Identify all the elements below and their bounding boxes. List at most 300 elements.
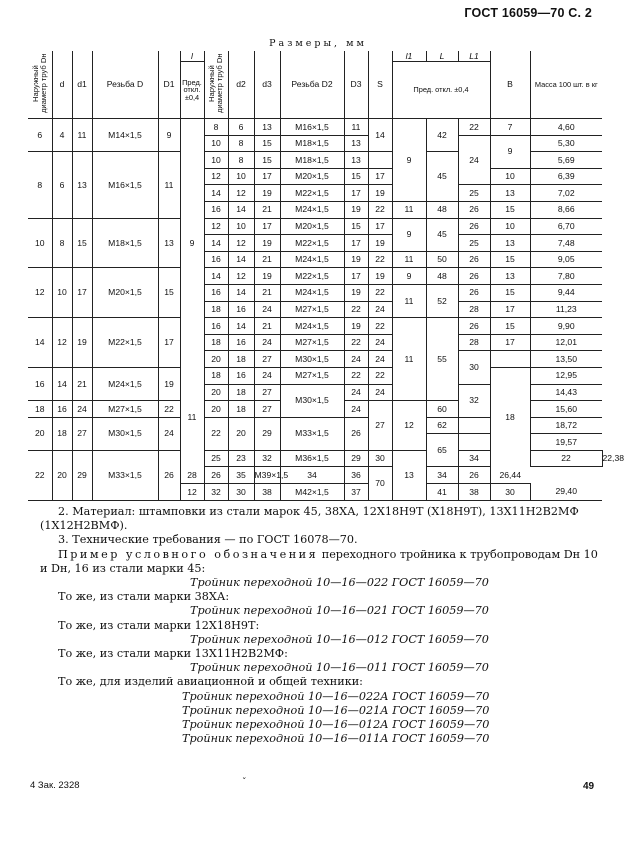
note-same-13: То же, из стали марки 13Х11Н2В2МФ: bbox=[58, 647, 288, 661]
cell-d1: 17 bbox=[72, 268, 92, 318]
cell-d3: 15 bbox=[254, 152, 280, 169]
cell-B: 15 bbox=[490, 318, 530, 335]
cell-L1: 26 bbox=[458, 201, 490, 218]
cell-d1: 27 bbox=[72, 417, 92, 450]
cell-S: 19 bbox=[368, 185, 392, 202]
cell-L1: 26 bbox=[458, 284, 490, 301]
cell-D3: 37 bbox=[344, 484, 368, 501]
cell-L1: 34 bbox=[458, 450, 490, 467]
cell-thread2: M27×1,5 bbox=[280, 334, 344, 351]
col-B: B bbox=[490, 51, 530, 119]
cell-thread: M16×1,5 bbox=[92, 152, 158, 218]
cell-d2: 16 bbox=[228, 367, 254, 384]
cell-d3: 35 bbox=[228, 467, 254, 484]
cell-d3: 19 bbox=[254, 268, 280, 285]
cell-d2: 18 bbox=[228, 401, 254, 418]
cell-dn: 20 bbox=[28, 417, 52, 450]
col-D3: D3 bbox=[344, 51, 368, 119]
cell-d1: 29 bbox=[72, 450, 92, 500]
col-L: L bbox=[426, 51, 458, 62]
note-tech-requirements: 3. Технические требования — по ГОСТ 16078—70. bbox=[58, 533, 358, 547]
cell-d2: 12 bbox=[228, 235, 254, 252]
table-row bbox=[28, 318, 602, 335]
cell-S: 27 bbox=[368, 401, 392, 451]
col-mass: Масса 100 шт. в кг bbox=[530, 51, 602, 119]
cell-d2: 12 bbox=[228, 185, 254, 202]
cell-d: 4 bbox=[52, 119, 72, 152]
cell-thread2: M24×1,5 bbox=[280, 284, 344, 301]
cell-thread2: M27×1,5 bbox=[280, 367, 344, 384]
cell-L: 45 bbox=[426, 218, 458, 251]
cell-L1: 26 bbox=[458, 318, 490, 335]
cell-d3: 27 bbox=[254, 351, 280, 368]
cell-d2: 16 bbox=[228, 334, 254, 351]
table-row: 22 20 29 M33×1,5 26 25 23 32 M36×1,5 29 30 13 34 22 22,38 bbox=[28, 450, 602, 467]
cell-thread2: M22×1,5 bbox=[280, 185, 344, 202]
cell-dn: 18 bbox=[28, 401, 52, 418]
cell-thread2: M20×1,5 bbox=[280, 168, 344, 185]
cell-mass: 14,43 bbox=[530, 384, 602, 401]
cell-thread2: M20×1,5 bbox=[280, 218, 344, 235]
cell-D1: 11 bbox=[158, 152, 180, 218]
example-label: Пример условного обозначения bbox=[58, 547, 319, 561]
cell-d2: 14 bbox=[228, 201, 254, 218]
cell-B: 9 bbox=[490, 135, 530, 168]
cell-L1: 25 bbox=[458, 235, 490, 252]
cell-dn: 12 bbox=[28, 268, 52, 318]
cell-mass: 29,40 bbox=[530, 484, 602, 501]
cell-d2: 26 bbox=[204, 467, 228, 484]
cell-l1: 9 bbox=[392, 218, 426, 251]
cell-dn2: 28 bbox=[180, 467, 204, 484]
cell-d2: 23 bbox=[228, 450, 254, 467]
cell-S: 22 bbox=[368, 318, 392, 335]
cell-mass: 5,69 bbox=[530, 152, 602, 169]
cell-S: 22 bbox=[368, 251, 392, 268]
cell-L: 45 bbox=[426, 152, 458, 202]
cell-mass: 15,60 bbox=[530, 401, 602, 418]
cell-mass: 12,95 bbox=[530, 367, 602, 384]
cell-d3: 29 bbox=[254, 417, 280, 450]
designation-example: Тройник переходной 10—16—012А ГОСТ 16059—70 bbox=[182, 718, 490, 732]
cell-D1: 13 bbox=[158, 218, 180, 268]
table-caption: Размеры, мм bbox=[269, 38, 367, 49]
cell-L: 42 bbox=[426, 119, 458, 152]
cell-B: 22 bbox=[530, 450, 602, 467]
cell-L1: 26 bbox=[458, 251, 490, 268]
cell-d: 6 bbox=[52, 152, 72, 218]
col-thread-d: Резьба D bbox=[92, 51, 158, 119]
cell-S: 24 bbox=[368, 351, 392, 368]
cell-S: 24 bbox=[368, 334, 392, 351]
cell-L: 48 bbox=[426, 201, 458, 218]
cell-d2: 10 bbox=[228, 218, 254, 235]
cell-d2: 14 bbox=[228, 251, 254, 268]
cell-mass: 5,30 bbox=[530, 135, 602, 152]
cell-dn2: 18 bbox=[204, 334, 228, 351]
cell-D3: 34 bbox=[280, 467, 344, 484]
designation-example: Тройник переходной 10—16—021А ГОСТ 16059—70 bbox=[182, 703, 490, 717]
col-L1: L1 bbox=[458, 51, 490, 62]
cell-D3: 11 bbox=[344, 119, 368, 136]
cell-B: 7 bbox=[490, 119, 530, 136]
cell-B: 15 bbox=[490, 201, 530, 218]
cell-L: 50 bbox=[426, 251, 458, 268]
cell-S: 17 bbox=[368, 218, 392, 235]
cell-dn2: 20 bbox=[204, 351, 228, 368]
cell-D1: 22 bbox=[158, 401, 180, 418]
cell-L1 bbox=[458, 417, 490, 434]
cell-l1: 11 bbox=[392, 318, 426, 401]
cell-L1: 22 bbox=[458, 119, 490, 136]
cell-D3: 19 bbox=[344, 284, 368, 301]
cell-L1: 34 bbox=[426, 467, 458, 484]
cell-thread2: M24×1,5 bbox=[280, 318, 344, 335]
cell-dn2: 18 bbox=[204, 367, 228, 384]
cell-d: 12 bbox=[52, 318, 72, 368]
note-same-avia: То же, для изделий авиационной и общей техники: bbox=[58, 675, 363, 689]
cell-L: 60 bbox=[426, 401, 458, 418]
cell-d3: 27 bbox=[254, 384, 280, 401]
cell-d2: 6 bbox=[228, 119, 254, 136]
cell-D3: 17 bbox=[344, 185, 368, 202]
cell-B: 15 bbox=[490, 251, 530, 268]
cell-thread2: M22×1,5 bbox=[280, 235, 344, 252]
cell-L1: 32 bbox=[458, 384, 490, 417]
cell-d3: 21 bbox=[254, 318, 280, 335]
cell-S: 17 bbox=[368, 168, 392, 185]
cell-l1: 11 bbox=[392, 284, 426, 317]
designation-example: Тройник переходной 10—16—022А ГОСТ 16059—70 bbox=[182, 689, 490, 703]
cell-d3: 24 bbox=[254, 334, 280, 351]
cell-mass: 13,50 bbox=[530, 351, 602, 368]
cell-mass: 9,05 bbox=[530, 251, 602, 268]
col-d: d bbox=[52, 51, 72, 119]
cell-mass: 6,39 bbox=[530, 168, 602, 185]
footer-order: 4 Зак. 2328 bbox=[30, 780, 80, 791]
cell-mass: 9,44 bbox=[530, 284, 602, 301]
cell-thread2: M36×1,5 bbox=[280, 450, 344, 467]
note-example-intro bbox=[40, 548, 600, 576]
cell-d3: 17 bbox=[254, 218, 280, 235]
cell-d1: 13 bbox=[72, 152, 92, 218]
cell-D3: 13 bbox=[344, 135, 368, 152]
cell-dn2: 18 bbox=[204, 301, 228, 318]
cell-thread2: M22×1,5 bbox=[280, 268, 344, 285]
col-D1: D1 bbox=[158, 51, 180, 119]
col-l-tolerance: Пред. откл. ±0,4 bbox=[180, 62, 204, 119]
cell-D3: 15 bbox=[344, 218, 368, 235]
cell-S: 41 bbox=[426, 484, 458, 501]
cell-l1: 11 bbox=[392, 251, 426, 268]
dimensions-table bbox=[28, 50, 625, 501]
designation-example: Тройник переходной 10—16—022 ГОСТ 16059—70 bbox=[190, 576, 489, 590]
cell-d: 8 bbox=[52, 218, 72, 268]
cell-d: 16 bbox=[52, 401, 72, 418]
cell-S: 19 bbox=[368, 268, 392, 285]
cell-d3: 27 bbox=[254, 401, 280, 418]
cell-d1: 15 bbox=[72, 218, 92, 268]
cell-dn2: 32 bbox=[204, 484, 228, 501]
cell-D1: 15 bbox=[158, 268, 180, 318]
cell-thread2: M42×1,5 bbox=[280, 484, 344, 501]
cell-d3: 24 bbox=[254, 301, 280, 318]
cell-B: 10 bbox=[490, 168, 530, 185]
notes-block bbox=[40, 505, 600, 746]
col-outer-diameter: Наружный диаметр труб Dн bbox=[30, 53, 48, 114]
cell-mass: 7,02 bbox=[530, 185, 602, 202]
cell-thread2: M16×1,5 bbox=[280, 119, 344, 136]
cell-D3: 22 bbox=[344, 334, 368, 351]
cell-D1: 17 bbox=[158, 318, 180, 368]
cell-dn2: 16 bbox=[204, 318, 228, 335]
cell-l: 9 bbox=[180, 119, 204, 368]
cell-mass: 6,70 bbox=[530, 218, 602, 235]
note-material: 2. Материал: штамповки из стали марок 45, 38ХА, 12Х18Н9Т (Х18Н9Т), 13Х11Н2В2МФ (1Х12Н2ВМФ). bbox=[40, 505, 579, 533]
cell-d2: 8 bbox=[228, 135, 254, 152]
cell-thread2: M39×1,5 bbox=[254, 467, 280, 484]
cell-dn: 22 bbox=[28, 450, 52, 500]
designation-example: Тройник переходной 10—16—012 ГОСТ 16059—70 bbox=[190, 632, 489, 646]
cell-d1: 11 bbox=[72, 119, 92, 152]
cell-dn2: 8 bbox=[204, 119, 228, 136]
cell-D3: 19 bbox=[344, 201, 368, 218]
cell-S: 24 bbox=[368, 301, 392, 318]
cell-dn: 6 bbox=[28, 119, 52, 152]
cell-D3: 17 bbox=[344, 235, 368, 252]
cell-d3: 17 bbox=[254, 168, 280, 185]
cell-d: 18 bbox=[52, 417, 72, 450]
cell-dn2: 20 bbox=[204, 384, 228, 401]
page-header: ГОСТ 16059—70 С. 2 bbox=[464, 6, 592, 20]
cell-D1: 26 bbox=[158, 450, 180, 500]
col-l1: l1 bbox=[392, 51, 426, 62]
cell-B: 18 bbox=[490, 367, 530, 467]
cell-dn2: 20 bbox=[204, 401, 228, 418]
cell-d3: 21 bbox=[254, 201, 280, 218]
page-number: 49 bbox=[583, 781, 595, 792]
cell-dn: 16 bbox=[28, 367, 52, 400]
cell-L1: 26 bbox=[458, 268, 490, 285]
cell-dn2: 14 bbox=[204, 235, 228, 252]
col-l: l bbox=[180, 51, 204, 62]
cell-d1: 21 bbox=[72, 367, 92, 400]
table-row bbox=[28, 119, 602, 136]
cell-S: 14 bbox=[368, 119, 392, 152]
cell-S: 22 bbox=[368, 284, 392, 301]
cell-S: 22 bbox=[368, 201, 392, 218]
cell-dn: 8 bbox=[28, 152, 52, 218]
cell-B: 13 bbox=[490, 268, 530, 285]
cell-dn: 14 bbox=[28, 318, 52, 368]
cell-thread: M27×1,5 bbox=[92, 401, 158, 418]
cell-l: 12 bbox=[180, 484, 204, 501]
cell-d3: 13 bbox=[254, 119, 280, 136]
cell-thread: M24×1,5 bbox=[92, 367, 158, 400]
cell-mass: 9,90 bbox=[530, 318, 602, 335]
cell-thread: M20×1,5 bbox=[92, 268, 158, 318]
cell-thread: M14×1,5 bbox=[92, 119, 158, 152]
cell-thread2: M18×1,5 bbox=[280, 152, 344, 169]
cell-d2: 30 bbox=[228, 484, 254, 501]
cell-mass: 8,66 bbox=[530, 201, 602, 218]
cell-D3: 29 bbox=[344, 450, 368, 467]
cell-thread2: M24×1,5 bbox=[280, 201, 344, 218]
cell-D1: 24 bbox=[158, 417, 180, 450]
cell-B: 15 bbox=[490, 284, 530, 301]
cell-d1: 19 bbox=[72, 318, 92, 368]
cell-dn2: 16 bbox=[204, 284, 228, 301]
cell-D3: 19 bbox=[344, 251, 368, 268]
cell-thread2: M33×1,5 bbox=[280, 417, 344, 450]
cell-d2: 18 bbox=[228, 351, 254, 368]
cell-L: 48 bbox=[426, 268, 458, 285]
cell-S: 36 bbox=[344, 467, 368, 484]
cell-dn2: 16 bbox=[204, 201, 228, 218]
cell-thread: M33×1,5 bbox=[92, 450, 158, 500]
designation-example: Тройник переходной 10—16—011 ГОСТ 16059—70 bbox=[190, 661, 489, 675]
cell-thread2: M30×1,5 bbox=[280, 384, 344, 417]
cell-D3: 24 bbox=[344, 384, 368, 401]
note-same-38: То же, из стали марки 38ХА: bbox=[58, 590, 230, 604]
cell-L: 62 bbox=[426, 417, 458, 434]
cell-d2: 16 bbox=[228, 301, 254, 318]
cell-D3: 19 bbox=[344, 318, 368, 335]
cell-mass: 26,44 bbox=[490, 467, 530, 484]
cell-d3: 19 bbox=[254, 235, 280, 252]
cell-d3: 38 bbox=[254, 484, 280, 501]
cell-L1: 25 bbox=[458, 185, 490, 202]
cell-D3: 26 bbox=[344, 417, 368, 450]
cell-l1: 9 bbox=[392, 119, 426, 202]
cell-l1: 11 bbox=[392, 201, 426, 218]
cell-S: 22 bbox=[368, 367, 392, 384]
table-row bbox=[28, 367, 602, 384]
table-row bbox=[28, 268, 602, 285]
cell-D3: 24 bbox=[344, 401, 368, 418]
cell-L: 70 bbox=[368, 467, 392, 500]
cell-B: 17 bbox=[490, 334, 530, 351]
cell-B bbox=[490, 351, 530, 368]
cell-d3: 21 bbox=[254, 284, 280, 301]
cell-dn2: 10 bbox=[204, 152, 228, 169]
cell-dn2: 12 bbox=[204, 168, 228, 185]
cell-thread2: M27×1,5 bbox=[280, 301, 344, 318]
designation-example: Тройник переходной 10—16—021 ГОСТ 16059—70 bbox=[190, 604, 489, 618]
cell-thread2: M30×1,5 bbox=[280, 351, 344, 368]
cell-mass: 11,23 bbox=[530, 301, 602, 318]
cell-D3: 17 bbox=[344, 268, 368, 285]
cell-dn: 10 bbox=[28, 218, 52, 268]
cell-thread: M22×1,5 bbox=[92, 318, 158, 368]
cell-L: 52 bbox=[426, 284, 458, 317]
cell-L1: 38 bbox=[458, 484, 490, 501]
col-thread-d2: Резьба D2 bbox=[280, 51, 344, 119]
cell-d2: 20 bbox=[228, 417, 254, 450]
cell-S: 30 bbox=[368, 450, 392, 467]
cell-thread: M30×1,5 bbox=[92, 417, 158, 450]
cell-d2: 14 bbox=[228, 318, 254, 335]
cell-L1 bbox=[458, 434, 490, 451]
cell-thread: M18×1,5 bbox=[92, 218, 158, 268]
footer-mark: ˇ bbox=[242, 778, 247, 788]
cell-mass: 4,60 bbox=[530, 119, 602, 136]
cell-dn2: 14 bbox=[204, 185, 228, 202]
cell-d2: 18 bbox=[228, 384, 254, 401]
col-d2: d2 bbox=[228, 51, 254, 119]
designation-example: Тройник переходной 10—16—011А ГОСТ 16059—70 bbox=[182, 732, 490, 746]
cell-S: 24 bbox=[368, 384, 392, 401]
cell-l: 11 bbox=[180, 367, 204, 467]
cell-dn2: 14 bbox=[204, 268, 228, 285]
cell-d: 14 bbox=[52, 367, 72, 400]
cell-S: 19 bbox=[368, 235, 392, 252]
cell-B: 13 bbox=[490, 185, 530, 202]
cell-dn2: 22 bbox=[204, 417, 228, 450]
cell-d: 10 bbox=[52, 268, 72, 318]
cell-dn2: 12 bbox=[204, 218, 228, 235]
cell-S bbox=[368, 152, 392, 169]
col-S: S bbox=[368, 51, 392, 119]
cell-l1: 9 bbox=[392, 268, 426, 285]
cell-mass: 12,01 bbox=[530, 334, 602, 351]
cell-d1: 24 bbox=[72, 401, 92, 418]
col-d3: d3 bbox=[254, 51, 280, 119]
col-outer-diameter-2: Наружный диаметр труб Dн bbox=[207, 53, 224, 114]
cell-L1: 28 bbox=[458, 301, 490, 318]
cell-B: 17 bbox=[490, 301, 530, 318]
cell-B: 30 bbox=[490, 484, 530, 501]
cell-D3: 24 bbox=[344, 351, 368, 368]
cell-L1: 30 bbox=[458, 351, 490, 384]
cell-B: 10 bbox=[490, 218, 530, 235]
cell-d2: 14 bbox=[228, 284, 254, 301]
cell-thread2: M18×1,5 bbox=[280, 135, 344, 152]
cell-thread2: M24×1,5 bbox=[280, 251, 344, 268]
cell-dn2: 16 bbox=[204, 251, 228, 268]
cell-L1: 28 bbox=[458, 334, 490, 351]
cell-d3: 21 bbox=[254, 251, 280, 268]
cell-d3: 15 bbox=[254, 135, 280, 152]
cell-mass: 7,48 bbox=[530, 235, 602, 252]
cell-D3: 22 bbox=[344, 367, 368, 384]
cell-l1: 13 bbox=[392, 450, 426, 500]
col-d1: d1 bbox=[72, 51, 92, 119]
cell-d: 20 bbox=[52, 450, 72, 500]
cell-dn2: 25 bbox=[204, 450, 228, 467]
cell-B: 26 bbox=[458, 467, 490, 484]
cell-mass: 19,57 bbox=[530, 434, 602, 451]
cell-D1: 9 bbox=[158, 119, 180, 152]
cell-D3: 15 bbox=[344, 168, 368, 185]
example-text: переходного тройника к трубопроводам Dн 10 и Dн, 16 из стали марки 45: bbox=[40, 547, 598, 575]
cell-L: 55 bbox=[426, 318, 458, 401]
cell-d2: 10 bbox=[228, 168, 254, 185]
cell-d3: 32 bbox=[254, 450, 280, 467]
cell-mass: 18,72 bbox=[530, 417, 602, 434]
table-body bbox=[28, 119, 625, 501]
col-l1-tolerance: Пред. откл. ±0,4 bbox=[392, 62, 490, 119]
table-row bbox=[28, 218, 602, 235]
note-same-12: То же, из стали марки 12Х18Н9Т: bbox=[58, 618, 260, 632]
cell-L: 65 bbox=[426, 434, 458, 467]
cell-l1: 12 bbox=[392, 401, 426, 451]
cell-d2: 8 bbox=[228, 152, 254, 169]
cell-D1: 19 bbox=[158, 367, 180, 400]
cell-dn2: 10 bbox=[204, 135, 228, 152]
cell-L1: 26 bbox=[458, 218, 490, 235]
cell-D3: 13 bbox=[344, 152, 368, 169]
